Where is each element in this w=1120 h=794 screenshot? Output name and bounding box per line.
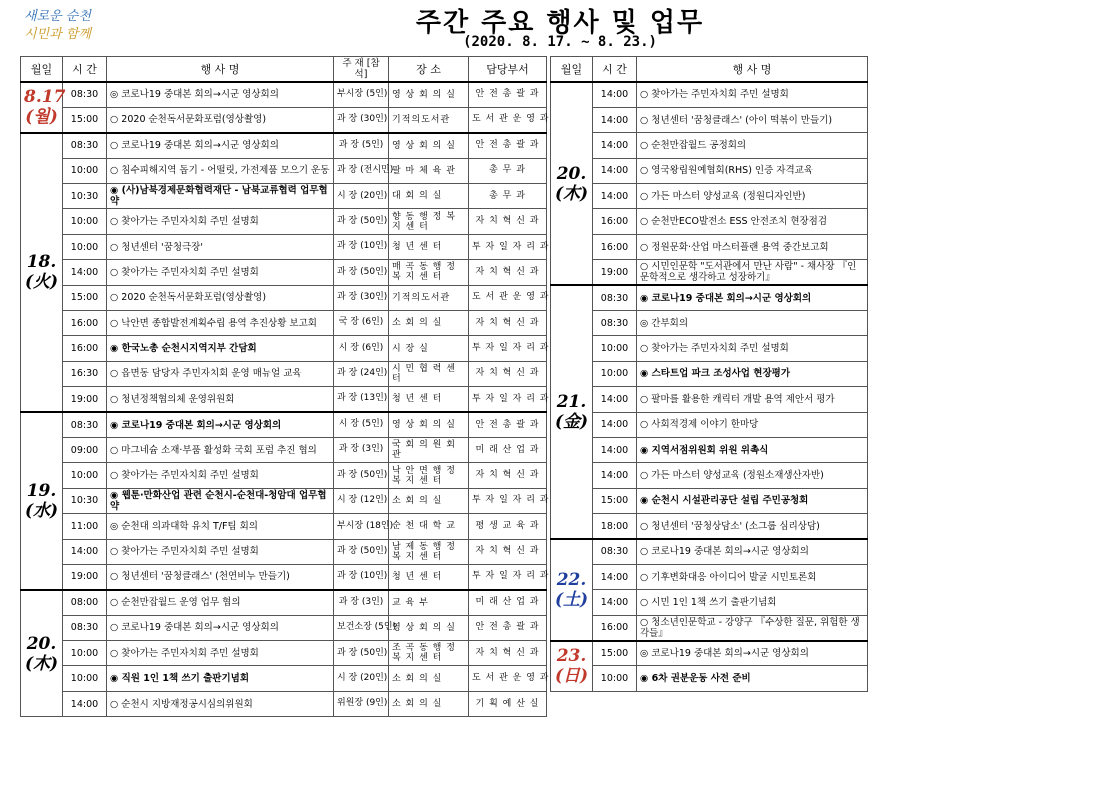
time-cell: 10:00 xyxy=(63,158,107,183)
time-cell: 09:00 xyxy=(63,437,107,462)
event-cell: ○ 청년센터 '꿈청클래스' (아이 떡볶이 만들기) xyxy=(637,107,868,132)
schedule-row xyxy=(551,412,868,437)
schedule-row xyxy=(21,285,547,310)
host-cell: 과 장 (10인) xyxy=(334,564,389,589)
logo-line1: 새로운 순천 xyxy=(24,9,91,24)
time-cell: 08:30 xyxy=(63,412,107,437)
date-range: (2020. 8. 17. ~ 8. 23.) xyxy=(463,34,657,50)
schedule-row xyxy=(551,590,868,615)
place-cell: 교 육 부 xyxy=(389,590,469,615)
event-cell: ○ 코로나19 중대본 회의→시군 영상회의 xyxy=(637,539,868,564)
place-cell: 국 회 의 원 회 관 xyxy=(389,437,469,462)
place-cell: 남 제 동 행 정 복 지 센 터 xyxy=(389,539,469,564)
time-cell: 10:00 xyxy=(63,209,107,234)
time-cell: 16:00 xyxy=(593,209,637,234)
host-cell: 시 장 (12인) xyxy=(334,488,389,513)
day-cell: 21. (金) xyxy=(551,285,593,539)
place-cell: 기적의도서관 xyxy=(389,285,469,310)
event-cell: ○ 2020 순천독서문화포럼(영상촬영) xyxy=(107,285,334,310)
host-cell: 과 장 (3인) xyxy=(334,437,389,462)
header-host: 주 재 [참석] xyxy=(334,57,389,83)
time-cell: 11:00 xyxy=(63,514,107,539)
dept-cell: 투 자 일 자 리 과 xyxy=(469,387,547,412)
event-cell: ◉ 직원 1인 1책 쓰기 출판기념회 xyxy=(107,666,334,691)
day-cell: 23. (日) xyxy=(551,641,593,692)
event-cell: ○ 찾아가는 주민자치회 주민 설명회 xyxy=(637,336,868,361)
event-cell: ◉ 순천시 시설관리공단 설립 주민공청회 xyxy=(637,488,868,513)
time-cell: 10:30 xyxy=(63,488,107,513)
host-cell: 과 장 (50인) xyxy=(334,463,389,488)
event-cell: ○ 코로나19 중대본 회의→시군 영상회의 xyxy=(107,133,334,158)
time-cell: 10:00 xyxy=(593,336,637,361)
host-cell: 과 장 (50인) xyxy=(334,641,389,666)
event-cell: ○ 순천만잡월드 운영 업무 협의 xyxy=(107,590,334,615)
dept-cell: 자 치 혁 신 과 xyxy=(469,311,547,336)
dept-cell: 미 래 산 업 과 xyxy=(469,437,547,462)
dept-cell: 도 서 관 운 영 과 xyxy=(469,285,547,310)
place-cell: 청 년 센 터 xyxy=(389,234,469,259)
time-cell: 14:00 xyxy=(593,590,637,615)
time-cell: 14:00 xyxy=(593,158,637,183)
time-cell: 15:00 xyxy=(63,107,107,132)
page-title: 주간 주요 행사 및 업무 xyxy=(415,8,705,38)
dept-cell: 안 전 총 괄 과 xyxy=(469,82,547,107)
place-cell: 시 장 실 xyxy=(389,336,469,361)
time-cell: 08:30 xyxy=(593,539,637,564)
event-cell: ○ 순천시 지방재정공시심의위원회 xyxy=(107,691,334,716)
time-cell: 10:30 xyxy=(63,184,107,209)
schedule-row xyxy=(21,82,547,107)
schedule-row xyxy=(21,133,547,158)
place-cell: 청 년 센 터 xyxy=(389,564,469,589)
place-cell: 대 회 의 실 xyxy=(389,184,469,209)
host-cell: 시 장 (20인) xyxy=(334,666,389,691)
schedule-row xyxy=(21,488,547,513)
schedule-row xyxy=(21,615,547,640)
schedule-row xyxy=(551,615,868,640)
event-cell: ○ 팔마를 활용한 캐릭터 개발 용역 제안서 평가 xyxy=(637,387,868,412)
dept-cell: 평 생 교 육 과 xyxy=(469,514,547,539)
event-cell: ◎ 간부회의 xyxy=(637,311,868,336)
host-cell: 과 장 (24인) xyxy=(334,361,389,386)
time-cell: 14:00 xyxy=(593,107,637,132)
event-cell: ○ 찾아가는 주민자치회 주민 설명회 xyxy=(107,260,334,285)
event-cell: ○ 순천만잡월드 공정회의 xyxy=(637,133,868,158)
dept-cell: 투 자 일 자 리 과 xyxy=(469,234,547,259)
event-cell: ○ 청소년인문학교 - 강양구 『수상한 질문, 위험한 생각들』 xyxy=(637,615,868,640)
time-cell: 08:30 xyxy=(593,311,637,336)
host-cell: 과 장 (13인) xyxy=(334,387,389,412)
header-event: 행 사 명 xyxy=(637,57,868,83)
time-cell: 14:00 xyxy=(593,184,637,209)
day-cell: 19. (水) xyxy=(21,412,63,590)
dept-cell: 미 래 산 업 과 xyxy=(469,590,547,615)
place-cell: 순 천 대 학 교 xyxy=(389,514,469,539)
place-cell: 영 상 회 의 실 xyxy=(389,82,469,107)
time-cell: 14:00 xyxy=(63,260,107,285)
place-cell: 영 상 회 의 실 xyxy=(389,412,469,437)
schedule-row xyxy=(21,311,547,336)
host-cell: 국 장 (6인) xyxy=(334,311,389,336)
header-place: 장 소 xyxy=(389,57,469,83)
place-cell: 팔 마 체 육 관 xyxy=(389,158,469,183)
host-cell: 부시장 (5인) xyxy=(334,82,389,107)
time-cell: 14:00 xyxy=(593,133,637,158)
time-cell: 08:30 xyxy=(63,133,107,158)
event-cell: ○ 찾아가는 주민자치회 주민 설명회 xyxy=(107,641,334,666)
schedule-row xyxy=(551,387,868,412)
time-cell: 14:00 xyxy=(593,463,637,488)
place-cell: 기적의도서관 xyxy=(389,107,469,132)
event-cell: ○ 찾아가는 주민자치회 주민 설명회 xyxy=(107,463,334,488)
time-cell: 15:00 xyxy=(593,641,637,666)
schedule-row xyxy=(21,209,547,234)
time-cell: 19:00 xyxy=(63,564,107,589)
header-dept: 담당부서 xyxy=(469,57,547,83)
time-cell: 16:30 xyxy=(63,361,107,386)
dept-cell: 자 치 혁 신 과 xyxy=(469,361,547,386)
host-cell: 시 장 (20인) xyxy=(334,184,389,209)
place-cell: 낙 안 면 행 정 복 지 센 터 xyxy=(389,463,469,488)
dept-cell: 총 무 과 xyxy=(469,158,547,183)
dept-cell: 투 자 일 자 리 과 xyxy=(469,564,547,589)
dept-cell: 도 서 관 운 영 과 xyxy=(469,666,547,691)
schedule-row xyxy=(551,488,868,513)
schedule-row xyxy=(551,361,868,386)
time-cell: 10:00 xyxy=(63,463,107,488)
schedule-row xyxy=(21,412,547,437)
schedule-row xyxy=(21,463,547,488)
time-cell: 14:00 xyxy=(63,691,107,716)
dept-cell: 기 획 예 산 실 xyxy=(469,691,547,716)
time-cell: 14:00 xyxy=(593,387,637,412)
event-cell: ◎ 순천대 의과대학 유치 T/F팀 회의 xyxy=(107,514,334,539)
day-cell: 8.17 (월) xyxy=(21,82,63,133)
schedule-row xyxy=(21,336,547,361)
host-cell: 위원장 (9인) xyxy=(334,691,389,716)
time-cell: 14:00 xyxy=(593,564,637,589)
place-cell: 영 상 회 의 실 xyxy=(389,133,469,158)
host-cell: 과 장 (30인) xyxy=(334,285,389,310)
event-cell: ○ 시민인문학 "도서관에서 만난 사람" - 채사장 『인문학적으로 생각하고 성장하기』 xyxy=(637,260,868,285)
schedule-row xyxy=(551,437,868,462)
event-cell: ○ 찾아가는 주민자치회 주민 설명회 xyxy=(107,209,334,234)
event-cell: ◉ (사)남북경제문화협력재단 - 남북교류협력 업무협약 xyxy=(107,184,334,209)
time-cell: 14:00 xyxy=(593,437,637,462)
event-cell: ◉ 한국노총 순천시지역지부 간담회 xyxy=(107,336,334,361)
place-cell: 향 동 행 정 복 지 센 터 xyxy=(389,209,469,234)
schedule-row xyxy=(21,437,547,462)
time-cell: 08:30 xyxy=(593,285,637,310)
event-cell: ○ 코로나19 중대본 회의→시군 영상회의 xyxy=(107,615,334,640)
schedule-row xyxy=(551,641,868,666)
schedule-row xyxy=(21,107,547,132)
time-cell: 14:00 xyxy=(593,412,637,437)
schedule-row xyxy=(21,184,547,209)
time-cell: 16:00 xyxy=(63,311,107,336)
event-cell: ○ 기후변화대응 아이디어 발굴 시민토론회 xyxy=(637,564,868,589)
time-cell: 18:00 xyxy=(593,514,637,539)
time-cell: 19:00 xyxy=(593,260,637,285)
dept-cell: 안 전 총 괄 과 xyxy=(469,133,547,158)
schedule-row xyxy=(551,209,868,234)
event-cell: ○ 청년정책협의체 운영위원회 xyxy=(107,387,334,412)
dept-cell: 투 자 일 자 리 과 xyxy=(469,488,547,513)
event-cell: ○ 가든 마스터 양성교육 (정원소재생산자반) xyxy=(637,463,868,488)
schedule-row xyxy=(21,564,547,589)
place-cell: 청 년 센 터 xyxy=(389,387,469,412)
schedule-row xyxy=(21,260,547,285)
schedule-row xyxy=(551,463,868,488)
event-cell: ○ 순천만ECO발전소 ESS 안전조치 현장점검 xyxy=(637,209,868,234)
schedule-row xyxy=(551,311,868,336)
event-cell: ○ 청년센터 '꿈청극장' xyxy=(107,234,334,259)
day-cell: 22. (土) xyxy=(551,539,593,641)
header-time: 시 간 xyxy=(63,57,107,83)
schedule-row xyxy=(551,133,868,158)
time-cell: 10:00 xyxy=(593,361,637,386)
host-cell: 과 장 (50인) xyxy=(334,209,389,234)
host-cell: 과 장 (전시민) xyxy=(334,158,389,183)
time-cell: 10:00 xyxy=(63,641,107,666)
schedule-row xyxy=(21,641,547,666)
header-event: 행 사 명 xyxy=(107,57,334,83)
time-cell: 14:00 xyxy=(593,82,637,107)
dept-cell: 총 무 과 xyxy=(469,184,547,209)
dept-cell: 안 전 총 괄 과 xyxy=(469,615,547,640)
dept-cell: 도 서 관 운 영 과 xyxy=(469,107,547,132)
dept-cell: 자 치 혁 신 과 xyxy=(469,463,547,488)
place-cell: 영 상 회 의 실 xyxy=(389,615,469,640)
schedule-row xyxy=(551,260,868,285)
event-cell: ○ 사회적경제 이야기 한마당 xyxy=(637,412,868,437)
event-cell: ◉ 코로나19 중대본 회의→시군 영상회의 xyxy=(637,285,868,310)
schedule-row xyxy=(551,336,868,361)
day-cell: 20. (木) xyxy=(551,82,593,285)
time-cell: 08:00 xyxy=(63,590,107,615)
host-cell: 보건소장 (5인) xyxy=(334,615,389,640)
dept-cell: 자 치 혁 신 과 xyxy=(469,539,547,564)
event-cell: ◉ 6차 권분운동 사전 준비 xyxy=(637,666,868,691)
header-day: 월일 xyxy=(551,57,593,83)
time-cell: 08:30 xyxy=(63,82,107,107)
schedule-row xyxy=(21,361,547,386)
event-cell: ◉ 스타트업 파크 조성사업 현장평가 xyxy=(637,361,868,386)
host-cell: 과 장 (30인) xyxy=(334,107,389,132)
place-cell: 소 회 의 실 xyxy=(389,488,469,513)
event-cell: ○ 찾아가는 주민자치회 주민 설명회 xyxy=(107,539,334,564)
place-cell: 소 회 의 실 xyxy=(389,311,469,336)
time-cell: 16:00 xyxy=(593,615,637,640)
schedule-row xyxy=(551,184,868,209)
event-cell: ○ 찾아가는 주민자치회 주민 설명회 xyxy=(637,82,868,107)
host-cell: 시 장 (6인) xyxy=(334,336,389,361)
schedule-row xyxy=(551,234,868,259)
schedule-row xyxy=(21,387,547,412)
schedule-row xyxy=(551,514,868,539)
host-cell: 과 장 (5인) xyxy=(334,133,389,158)
schedule-row xyxy=(21,234,547,259)
event-cell: ◉ 웹툰·만화산업 관련 순천시-순천대-청암대 업무협약 xyxy=(107,488,334,513)
event-cell: ○ 가든 마스터 양성교육 (정원디자인반) xyxy=(637,184,868,209)
schedule-row xyxy=(551,158,868,183)
schedule-row xyxy=(551,564,868,589)
time-cell: 14:00 xyxy=(63,539,107,564)
place-cell: 소 회 의 실 xyxy=(389,666,469,691)
dept-cell: 자 치 혁 신 과 xyxy=(469,641,547,666)
place-cell: 매 곡 동 행 정 복 지 센 터 xyxy=(389,260,469,285)
time-cell: 10:00 xyxy=(593,666,637,691)
schedule-row xyxy=(551,666,868,691)
place-cell: 시 민 협 력 센 터 xyxy=(389,361,469,386)
schedule-row xyxy=(21,539,547,564)
schedule-row xyxy=(551,539,868,564)
place-cell: 소 회 의 실 xyxy=(389,691,469,716)
time-cell: 16:00 xyxy=(593,234,637,259)
dept-cell: 안 전 총 괄 과 xyxy=(469,412,547,437)
event-cell: ◉ 지역서점위원회 위원 위촉식 xyxy=(637,437,868,462)
schedule-row xyxy=(21,514,547,539)
host-cell: 시 장 (5인) xyxy=(334,412,389,437)
event-cell: ○ 청년센터 '꿈청상담소' (소그룹 심리상담) xyxy=(637,514,868,539)
event-cell: ○ 청년센터 '꿈청클래스' (천연비누 만들기) xyxy=(107,564,334,589)
host-cell: 부시장 (18인) xyxy=(334,514,389,539)
schedule-row xyxy=(21,158,547,183)
time-cell: 15:00 xyxy=(63,285,107,310)
dept-cell: 자 치 혁 신 과 xyxy=(469,209,547,234)
schedule-row xyxy=(551,285,868,310)
host-cell: 과 장 (50인) xyxy=(334,539,389,564)
event-cell: ◎ 코로나19 중대본 회의→시군 영상회의 xyxy=(637,641,868,666)
host-cell: 과 장 (3인) xyxy=(334,590,389,615)
schedule-row xyxy=(21,590,547,615)
time-cell: 19:00 xyxy=(63,387,107,412)
logo-line2: 시민과 함께 xyxy=(24,27,91,42)
place-cell: 조 곡 동 행 정 복 지 센 터 xyxy=(389,641,469,666)
schedule-row xyxy=(551,107,868,132)
dept-cell: 자 치 혁 신 과 xyxy=(469,260,547,285)
schedule-row xyxy=(551,82,868,107)
event-cell: ○ 시민 1인 1책 쓰기 출판기념회 xyxy=(637,590,868,615)
dept-cell: 투 자 일 자 리 과 xyxy=(469,336,547,361)
event-cell: ○ 낙안면 종합발전계획수립 용역 추진상황 보고회 xyxy=(107,311,334,336)
day-cell: 18. (火) xyxy=(21,133,63,412)
time-cell: 15:00 xyxy=(593,488,637,513)
header-time: 시 간 xyxy=(593,57,637,83)
schedule-table-left xyxy=(20,56,550,717)
event-cell: ◉ 코로나19 중대본 회의→시군 영상회의 xyxy=(107,412,334,437)
time-cell: 16:00 xyxy=(63,336,107,361)
event-cell: ○ 침수피해지역 돕기 - 어떨릿, 가전제품 모으기 운동 xyxy=(107,158,334,183)
schedule-table-right xyxy=(550,56,868,692)
time-cell: 10:00 xyxy=(63,666,107,691)
time-cell: 10:00 xyxy=(63,234,107,259)
event-cell: ○ 읍면동 담당자 주민자치회 운영 매뉴얼 교육 xyxy=(107,361,334,386)
schedule-row xyxy=(21,691,547,716)
event-cell: ○ 영국왕립원예협회(RHS) 인증 자격교육 xyxy=(637,158,868,183)
host-cell: 과 장 (10인) xyxy=(334,234,389,259)
event-cell: ○ 2020 순천독서문화포럼(영상촬영) xyxy=(107,107,334,132)
header-day: 월일 xyxy=(21,57,63,83)
time-cell: 08:30 xyxy=(63,615,107,640)
event-cell: ◎ 코로나19 중대본 회의→시군 영상회의 xyxy=(107,82,334,107)
event-cell: ○ 정원문화·산업 마스터플랜 용역 중간보고회 xyxy=(637,234,868,259)
host-cell: 과 장 (50인) xyxy=(334,260,389,285)
event-cell: ○ 마그네슘 소재·부품 활성화 국회 포럼 추진 협의 xyxy=(107,437,334,462)
schedule-row xyxy=(21,666,547,691)
day-cell: 20. (木) xyxy=(21,590,63,717)
